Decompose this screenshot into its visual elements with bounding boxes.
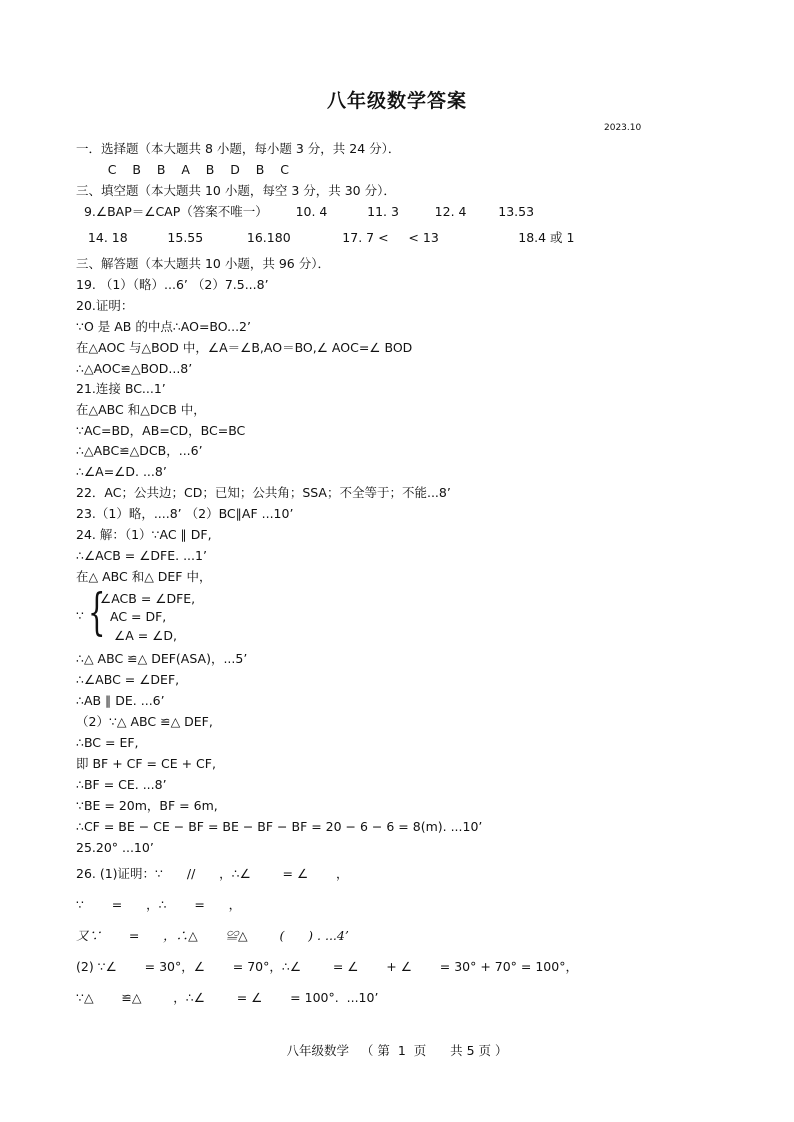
system-row: ∠A = ∠D, <box>114 628 177 643</box>
page-footer: 八年级数学 （ 第 1 页 共 5 页 ） <box>286 1043 508 1058</box>
answer-line: ∵O 是 AB 的中点∴AO=BO...2’ <box>76 319 251 334</box>
answer-line: 19. （1）（略）...6’ （2）7.5...8’ <box>76 277 269 292</box>
answer-line: （2）∵△ ABC ≌△ DEF, <box>76 714 213 729</box>
answer-line: ∴BC = EF, <box>76 735 139 750</box>
answer-line: ∵BE = 20m，BF = 6m, <box>76 798 218 813</box>
answer-line: ∴∠ACB = ∠DFE. ...1’ <box>76 548 207 563</box>
because-symbol: ∵ <box>76 608 84 623</box>
answer-line: 在△AOC 与△BOD 中，∠A＝∠B,AO＝BO,∠ AOC=∠ BOD <box>76 340 413 355</box>
choice-answers: C B B A B D B C <box>76 162 289 177</box>
answer-line: 22．AC；公共边；CD；已知；公共角；SSA；不全等于；不能...8’ <box>76 485 451 500</box>
answer-line: 21.连接 BC...1’ <box>76 381 166 396</box>
answer-line: ∴△ ABC ≌△ DEF(ASA)，...5’ <box>76 651 248 666</box>
left-brace: { <box>88 583 106 641</box>
section-2-heading: 三、填空题（本大题共 10 小题，每空 3 分，共 30 分）． <box>76 183 396 198</box>
answer-line: 20.证明： <box>76 298 134 313</box>
section-1-heading: 一．选择题（本大题共 8 小题，每小题 3 分，共 24 分）． <box>76 141 401 156</box>
answer-line: ∴BF = CE. ...8’ <box>76 777 167 792</box>
answer-line-26-4: (2) ∵∠ = 30°，∠ = 70°，∴∠ = ∠ + ∠ = 30° + 70° = 100°， <box>76 959 578 974</box>
answer-line: 23.（1）略，....8’ （2）BC∥AF ...10’ <box>76 506 294 521</box>
answer-line: 即 BF + CF = CE + CF, <box>76 756 216 771</box>
answer-line-26-5: ∵△ ≌△ ，∴∠ = ∠ = 100°. ...10’ <box>76 990 379 1005</box>
answer-line: ∴∠A=∠D. ...8’ <box>76 464 167 479</box>
fill-answers-row-2: 14. 18 15.55 16.180 17. 7 < < 13 18.4 或 1 <box>76 230 575 245</box>
answer-line: ∴△AOC≌△BOD...8’ <box>76 361 193 376</box>
answer-line: ∴CF = BE − CE − BF = BE − BF − BF = 20 − 6 − 6 = 8(m). ...10’ <box>76 819 483 834</box>
answer-line: 在△ ABC 和△ DEF 中， <box>76 569 212 584</box>
page-title: 八年级数学答案 <box>326 90 467 112</box>
answer-line: ∴∠ABC = ∠DEF, <box>76 672 180 687</box>
answer-line-26-1: 26. (1)证明：∵ // ，∴∠ = ∠ ， <box>76 866 349 881</box>
answer-line: ∴△ABC≌△DCB，...6’ <box>76 443 203 458</box>
answer-line-26-2: ∵ = ，∴ = ， <box>76 897 242 912</box>
system-row: AC = DF, <box>110 609 167 624</box>
exam-date: 2023.10 <box>604 123 642 133</box>
equation-system <box>76 583 236 643</box>
fill-answers-row-1: 9.∠BAP＝∠CAP（答案不唯一） 10. 4 11. 3 12. 4 13.53 <box>76 204 535 219</box>
answer-line: 25.20° ...10’ <box>76 840 154 855</box>
system-row: ∠ACB = ∠DFE, <box>100 591 196 606</box>
answer-line: ∵AC=BD，AB=CD，BC=BC <box>76 423 246 438</box>
answer-line-26-3: 又∵ = ，∴△ ≌△ ( ) . ...4’ <box>76 928 349 943</box>
section-3-heading: 三、解答题（本大题共 10 小题，共 96 分）． <box>76 256 330 271</box>
answer-line: ∴AB ∥ DE. ...6’ <box>76 693 165 708</box>
answer-line: 在△ABC 和△DCB 中， <box>76 402 206 417</box>
answer-line: 24. 解：（1）∵AC ∥ DF, <box>76 527 212 542</box>
